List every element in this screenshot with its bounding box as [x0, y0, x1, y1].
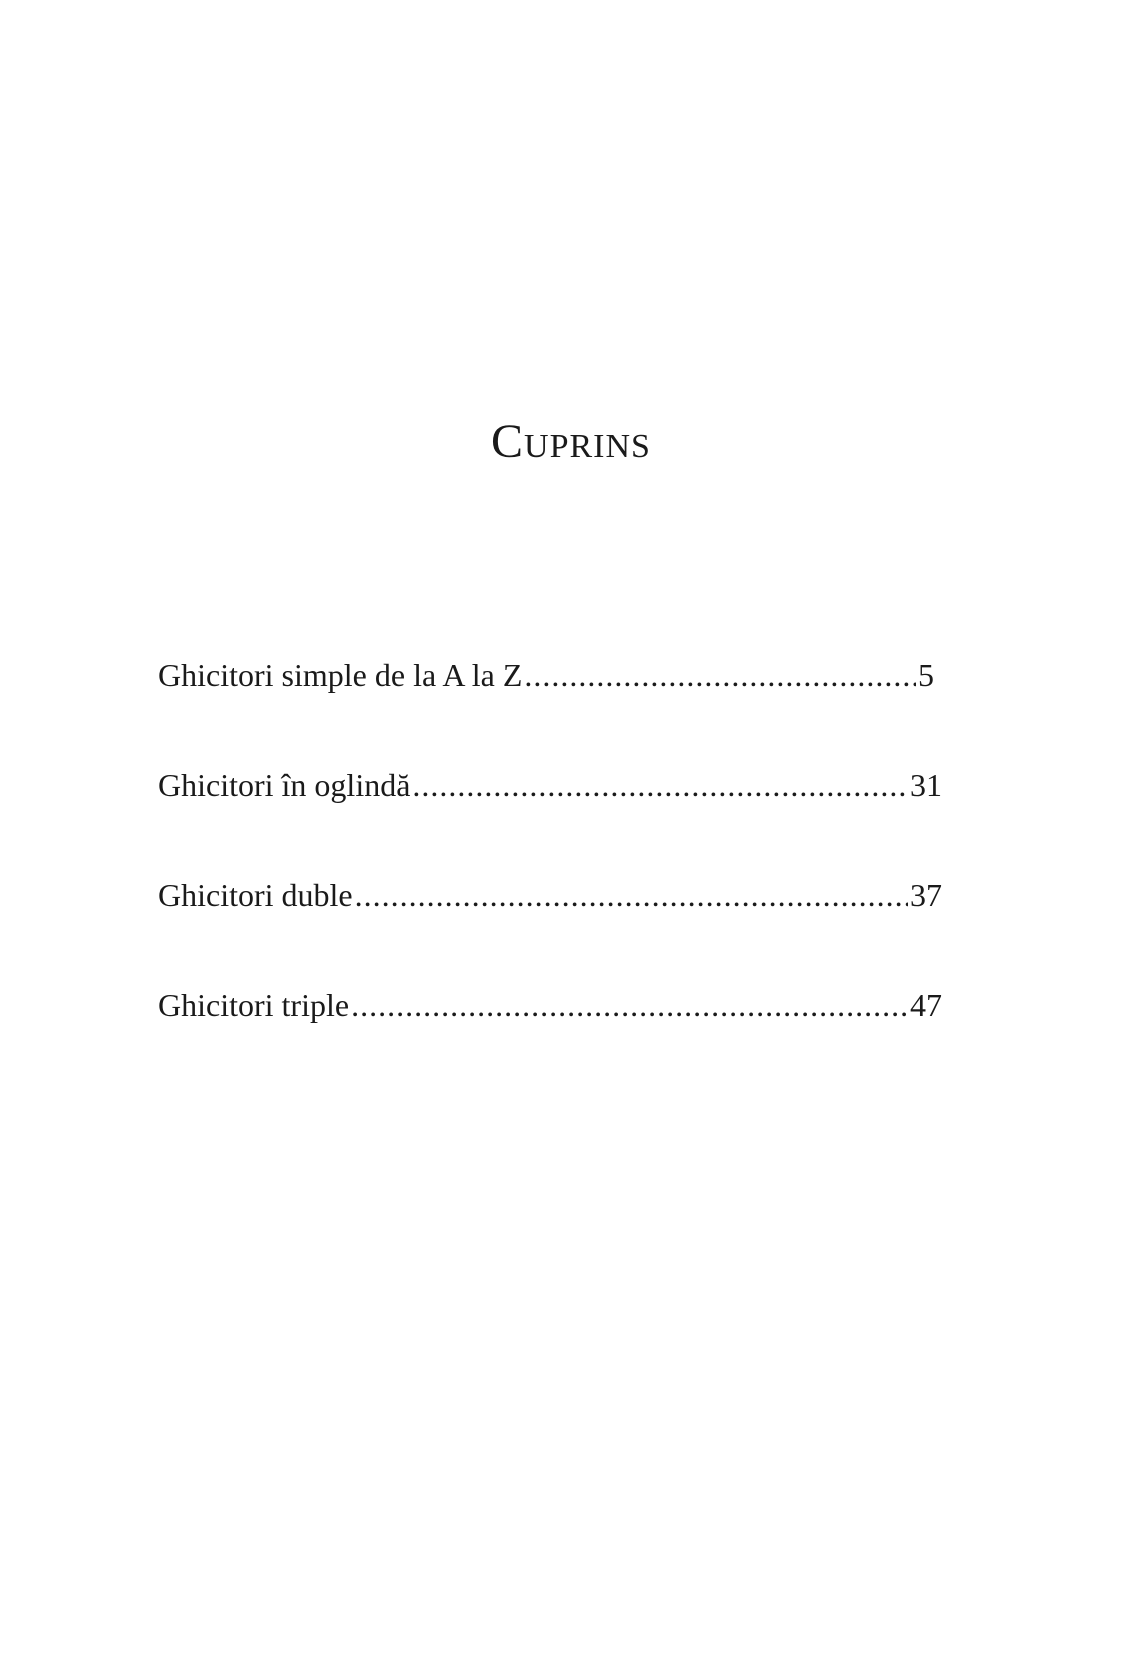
toc-entry-title: Ghicitori simple de la A la Z — [158, 657, 523, 693]
dot-leader — [412, 765, 908, 805]
toc-entry[interactable] — [158, 655, 942, 695]
dot-leader — [351, 985, 908, 1025]
toc-page-number: 47 — [910, 987, 942, 1023]
toc-entry[interactable] — [158, 875, 942, 915]
dot-leader — [355, 875, 908, 915]
page-title: Cuprins — [491, 415, 651, 468]
table-of-contents — [158, 655, 942, 1095]
dot-leader — [524, 655, 916, 695]
toc-entry[interactable] — [158, 985, 942, 1025]
toc-page-number: 31 — [910, 767, 942, 803]
toc-entry-title: Ghicitori duble — [158, 877, 353, 913]
toc-entry-title: Ghicitori triple — [158, 987, 350, 1023]
toc-entry-title: Ghicitori în oglindă — [158, 767, 411, 803]
toc-page-number: 5 — [918, 657, 934, 693]
toc-entry[interactable] — [158, 765, 942, 805]
toc-page-number: 37 — [910, 877, 942, 913]
